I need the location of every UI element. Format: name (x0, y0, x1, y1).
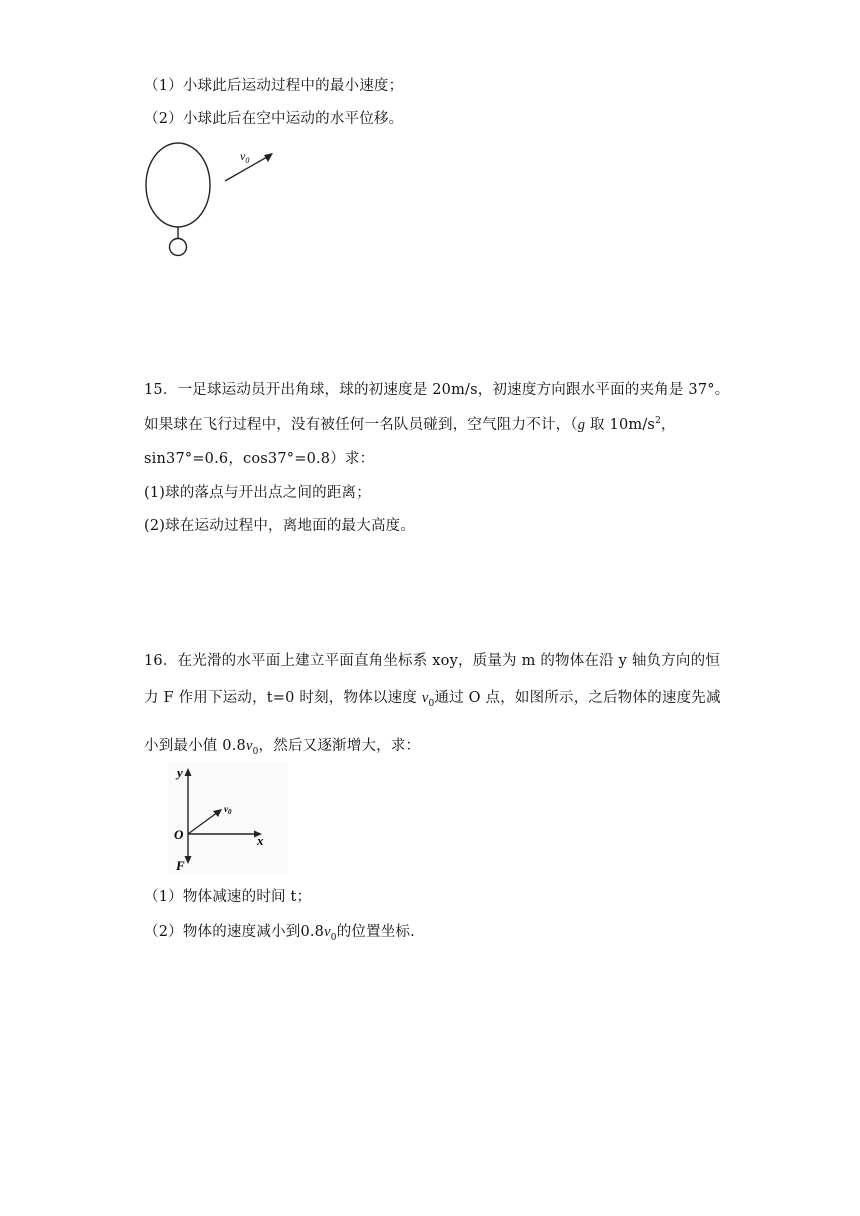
balloon-shape (146, 143, 210, 227)
q16-text: 小到最小值 0.8 (144, 738, 246, 754)
q15-text: ， (661, 417, 676, 433)
q15-superscript: 2 (655, 416, 661, 427)
q16-coordinate-figure (168, 762, 288, 874)
q16-number: 0.8 (300, 924, 325, 940)
q15-subquestion-1: (1)球的落点与开出点之间的距离； (144, 485, 371, 501)
q15-stem-line-2 (144, 413, 676, 434)
q16-text: 的位置坐标. (336, 924, 415, 940)
q16-v-symbol: v (245, 738, 253, 754)
q16-v-symbol: v (421, 690, 429, 706)
q14-subquestion-2: （2）小球此后在空中运动的水平位移。 (144, 111, 404, 127)
velocity-label: $v_0$ (224, 804, 232, 816)
q15-subquestion-2: (2)球在运动过程中，离地面的最大高度。 (144, 518, 416, 534)
q16-text: （2）物体的速度减小到 (144, 924, 301, 940)
q16-text: ，然后又逐渐增大，求： (258, 738, 421, 754)
q14-subquestion-1: （1）小球此后运动过程中的最小速度； (144, 78, 404, 94)
velocity-label: $v_0$ (240, 149, 250, 165)
force-label: F (176, 858, 185, 873)
q16-stem-line-3 (144, 734, 420, 755)
q15-text: 如果球在飞行过程中，没有被任何一名队员碰到，空气阻力不计，（ (144, 417, 578, 433)
q15-text: 取 10m/s (585, 417, 656, 433)
q16-text: 力 F 作用下运动，t=0 时刻，物体以速度 (144, 690, 422, 706)
q16-text: 通过 O 点，如图所示，之后物体的速度先减 (434, 690, 721, 706)
small-ball (170, 239, 187, 256)
q16-subquestion-2 (144, 920, 415, 941)
q14-balloon-figure (140, 135, 300, 265)
q16-stem-line-1: 16．在光滑的水平面上建立平面直角坐标系 xoy，质量为 m 的物体在沿 y 轴负方向的恒 (144, 653, 721, 669)
q16-v-subscript: 0 (330, 932, 337, 943)
y-axis-label: y (177, 765, 183, 780)
q16-subquestion-1: （1）物体减速的时间 t； (144, 889, 312, 905)
q15-stem-line-1: 15．一足球运动员开出角球，球的初速度是 20m/s，初速度方向跟水平面的夹角是 37°。 (144, 382, 730, 398)
q16-v-symbol: v (324, 924, 331, 940)
q16-v-subscript: 0 (428, 698, 435, 709)
q15-stem-line-3: sin37°=0.6，cos37°=0.8）求： (144, 451, 375, 467)
x-axis-label: x (257, 833, 264, 848)
q15-g-symbol: g (577, 417, 586, 433)
origin-label: O (174, 827, 184, 842)
q16-v-subscript: 0 (252, 746, 259, 757)
q16-stem-line-2 (144, 686, 721, 707)
